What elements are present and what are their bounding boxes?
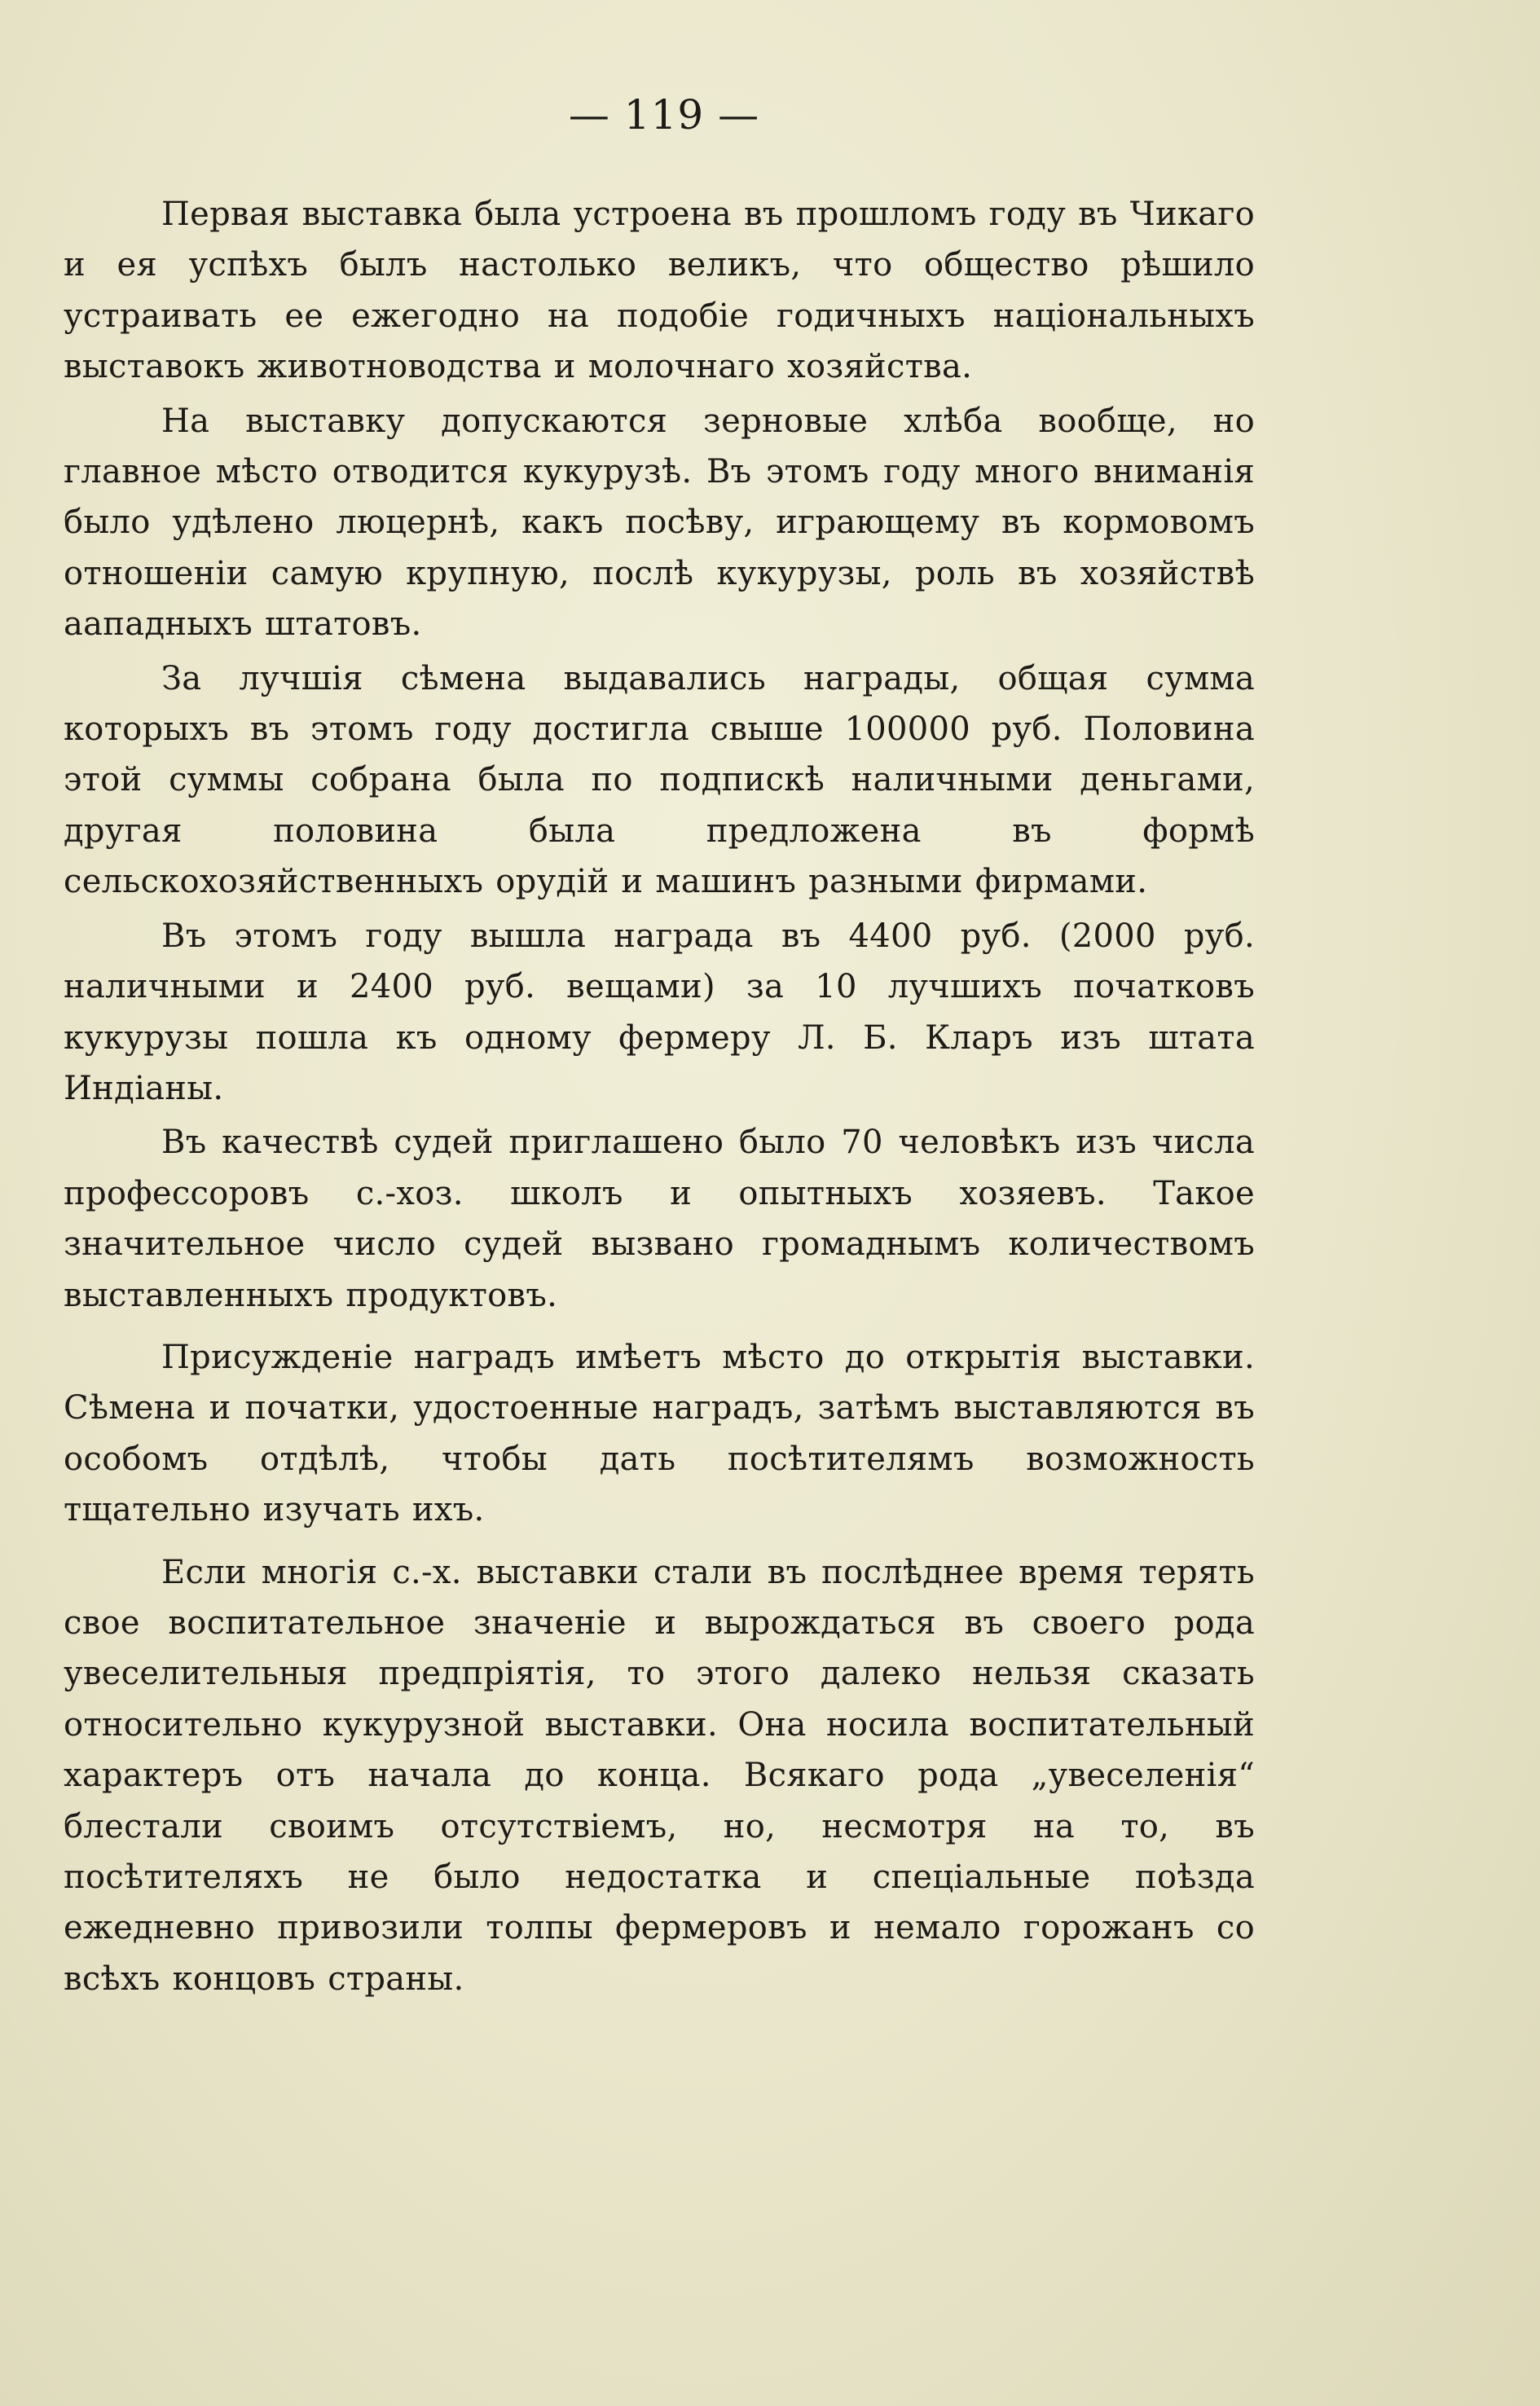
paragraph-1: Первая выставка была устроена въ прошломъ году въ Чикаго и ея успѣхъ былъ настолько великъ, что общество рѣшило устраивать ее ежегодно на подобіе годичныхъ національныхъ выставокъ животноводства и молочнаго хозяйства. bbox=[64, 196, 1255, 386]
paragraph-2: На выставку допускаются зерновые хлѣба вообще, но главное мѣсто отводится кукурузѣ. Въ этомъ году много вниманія было удѣлено люцернѣ, какъ посѣву, играющему въ кормовомъ отношеніи самую крупную, послѣ кукурузы, роль въ хозяйствѣ аападныхъ штатовъ. bbox=[64, 402, 1255, 644]
paragraph-6: Присужденіе наградъ имѣетъ мѣсто до открытія выставки. Сѣмена и початки, удостоенные наградъ, затѣмъ выставляются въ особомъ отдѣлѣ, чтобы дать посѣтителямъ возможность тщательно изучать ихъ. bbox=[64, 1338, 1255, 1529]
paragraph-5: Въ качествѣ судей приглашено было 70 человѣкъ изъ числа профессоровъ с.-хоз. школъ и опытныхъ хозяевъ. Такое значительное число судей вызвано громаднымъ количествомъ выставленныхъ продуктовъ. bbox=[64, 1124, 1255, 1314]
paragraph-7: Если многія с.-х. выставки стали въ послѣднее время терять свое воспитательное значеніе и вырождаться въ своего рода увеселительныя предпріятія, то этого далеко нельзя сказать относительно кукурузной выставки. Она носила воспитательный характеръ отъ начала до конца. Всякаго рода „увеселенія“ блестали своимъ отсутствіемъ, но, несмотря на то, въ посѣтителяхъ не было недостатка и спеціальные поѣзда ежедневно привозили толпы фермеровъ и немало горожанъ со всѣхъ концовъ страны. bbox=[64, 1553, 1255, 1998]
page-number: — 119 — bbox=[568, 91, 760, 139]
paragraph-4: Въ этомъ году вышла награда въ 4400 руб. (2000 руб. наличными и 2400 руб. вещами) за 10 лучшихъ початковъ кукурузы пошла къ одному фермеру Л. Б. Кларъ изъ штата Индіаны. bbox=[64, 917, 1255, 1107]
paragraph-3: За лучшія сѣмена выдавались награды, общая сумма которыхъ въ этомъ году достигла свыше 100000 руб. Половина этой суммы собрана была по подпискѣ наличными деньгами, другая половина была предложена въ формѣ сельскохозяйственныхъ орудій и машинъ разными фирмами. bbox=[64, 659, 1255, 901]
page-text bbox=[64, 189, 1255, 2004]
